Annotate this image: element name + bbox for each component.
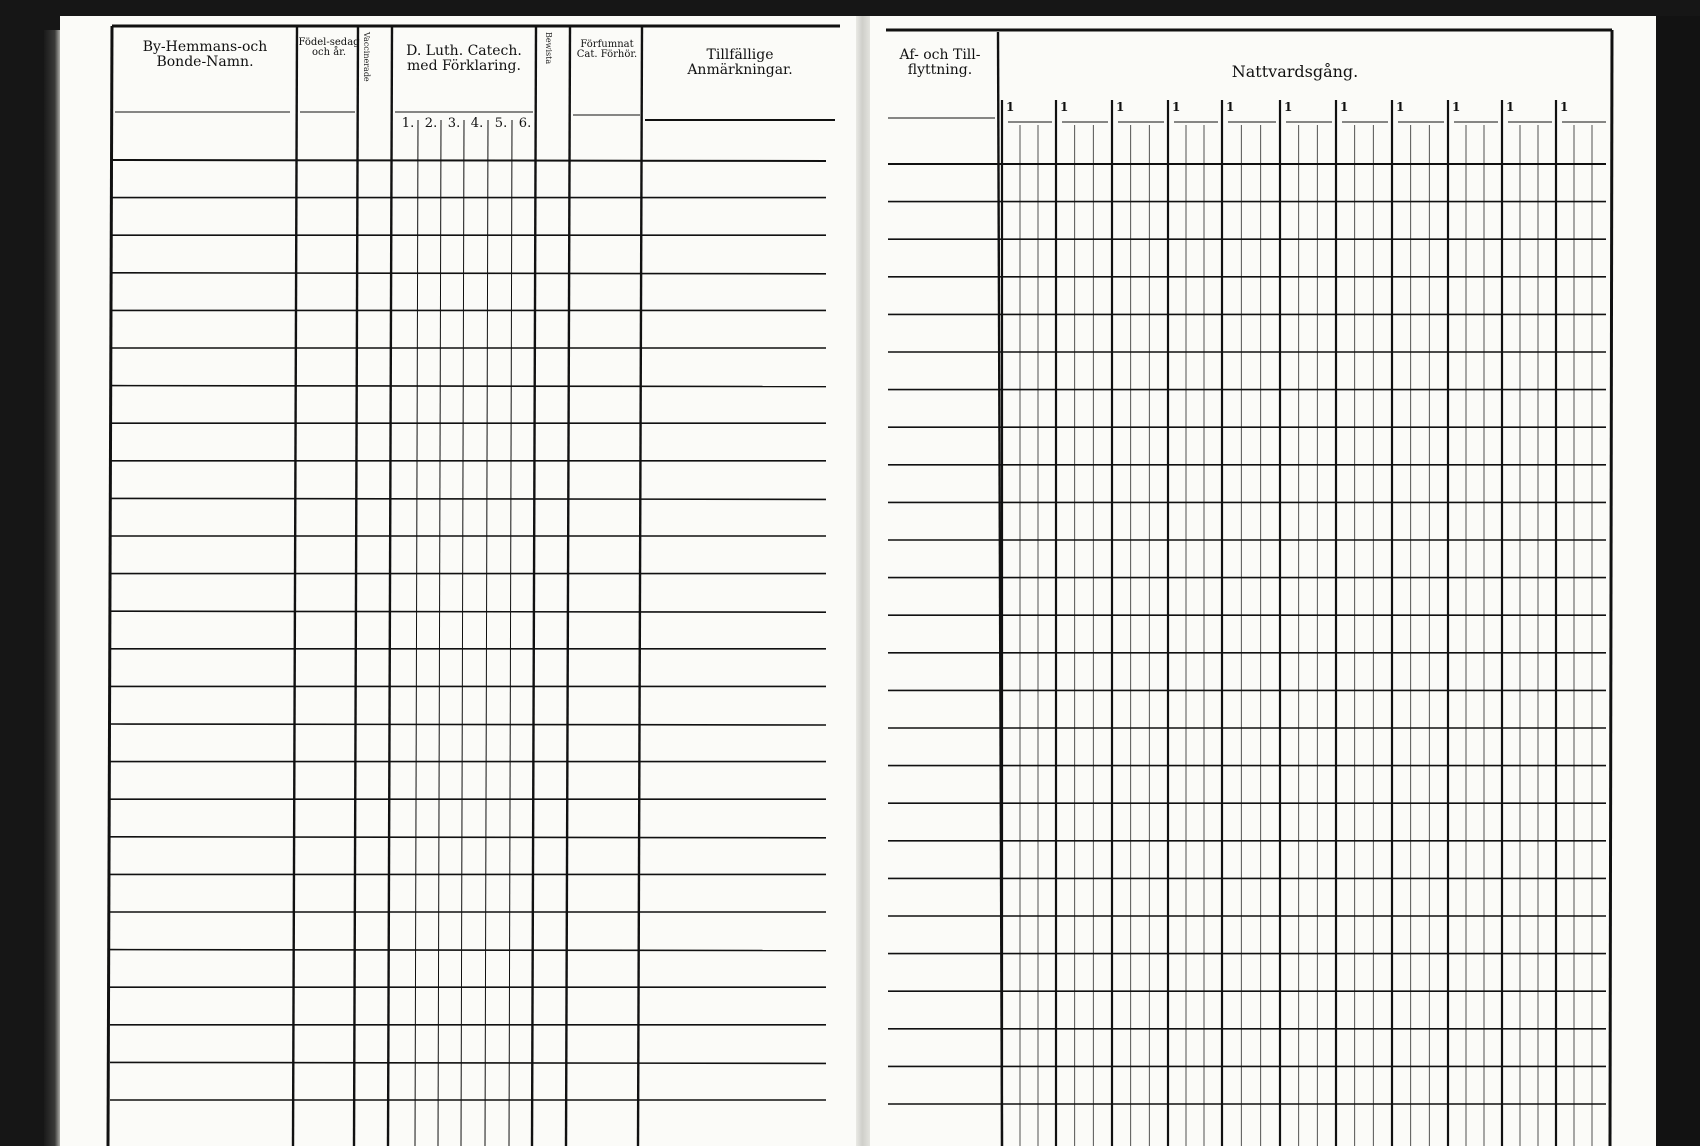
row-rule-left — [110, 273, 826, 274]
column-rule-left — [354, 26, 358, 1146]
catechism-subnumber: 2. — [424, 116, 438, 131]
row-rule-left — [110, 611, 826, 612]
column-rule-left — [293, 26, 297, 1146]
row-rule-left — [110, 386, 826, 387]
header-communion: Nattvardsgång. — [1231, 62, 1359, 81]
column-rule-left — [638, 26, 642, 1146]
year-prefix: 1 — [1226, 100, 1235, 114]
catechism-subnumber: 4. — [470, 116, 484, 131]
year-prefix: 1 — [1116, 100, 1125, 114]
column-rule-left — [566, 26, 570, 1146]
catechism-subnumber: 5. — [494, 116, 508, 131]
column-rule-right — [1610, 30, 1612, 1146]
column-rule-left — [532, 26, 536, 1146]
year-prefix: 1 — [1006, 100, 1015, 114]
row-rule-left — [110, 1062, 826, 1063]
header-vertical-1: Vaccinerade — [362, 32, 371, 82]
header-names: By-Hemmans-och Bonde-Namn. — [142, 39, 268, 70]
header-vertical-2: Bewista — [544, 32, 553, 65]
row-rule-left — [110, 160, 826, 161]
catechism-subnumber: 3. — [447, 116, 461, 131]
year-prefix: 1 — [1396, 100, 1405, 114]
row-rule-left — [110, 498, 826, 499]
row-rule-left — [110, 837, 826, 838]
header-birth: Födel-sedag och år. — [298, 37, 360, 58]
year-prefix: 1 — [1340, 100, 1349, 114]
year-prefix: 1 — [1284, 100, 1293, 114]
header-catechism: D. Luth. Catech. med Förklaring. — [406, 43, 522, 74]
year-prefix: 1 — [1172, 100, 1181, 114]
year-prefix: 1 — [1452, 100, 1461, 114]
year-prefix: 1 — [1060, 100, 1069, 114]
catechism-subnumber: 1. — [401, 116, 415, 131]
year-prefix: 1 — [1560, 100, 1569, 114]
row-rule-left — [110, 950, 826, 951]
catechism-subnumber: 6. — [518, 116, 532, 131]
column-rule-left — [108, 26, 112, 1146]
row-rule-left — [110, 724, 826, 725]
header-remarks: Tillfällige Anmärkningar. — [687, 47, 793, 78]
column-rule-left — [388, 26, 392, 1146]
year-prefix: 1 — [1506, 100, 1515, 114]
header-moving: Af- och Till- flyttning. — [899, 47, 981, 78]
header-forfum: Förfumnat Cat. Förhör. — [576, 39, 638, 60]
